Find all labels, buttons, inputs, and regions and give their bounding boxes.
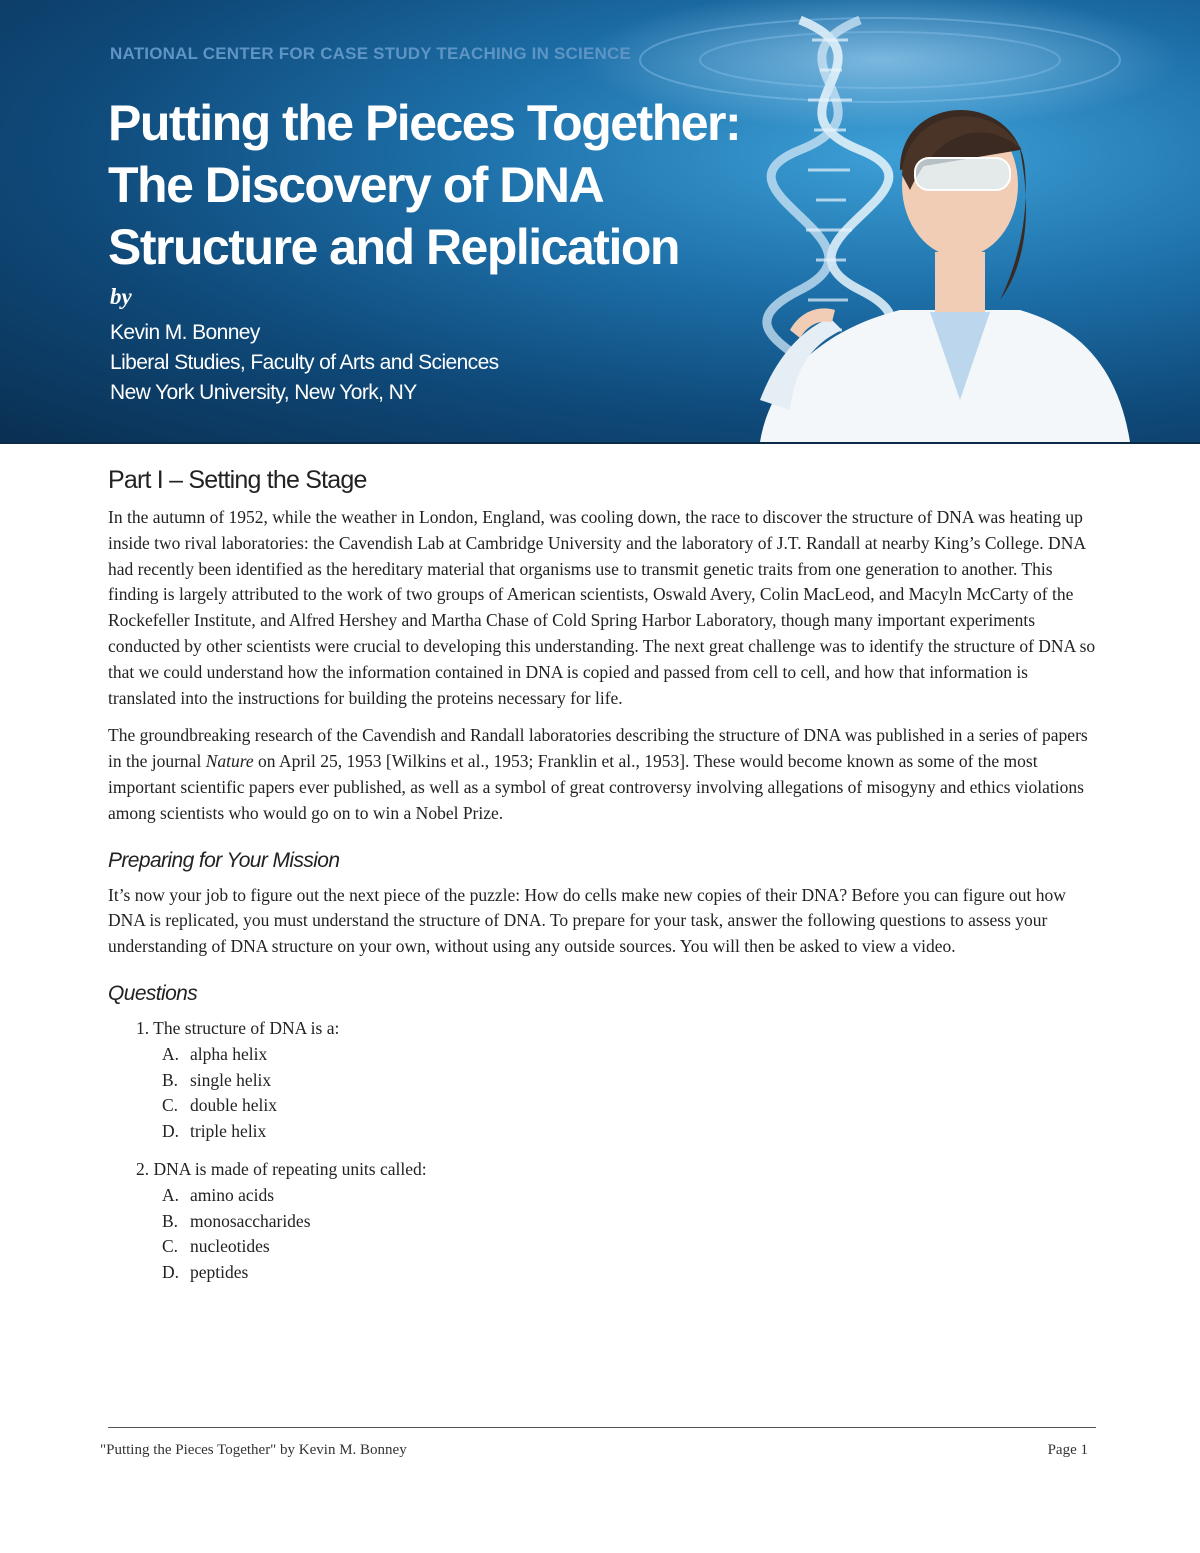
question-option bbox=[136, 1068, 1098, 1094]
journal-name: Nature bbox=[205, 751, 254, 772]
question-option bbox=[136, 1183, 1098, 1209]
question-1 bbox=[136, 1016, 1098, 1145]
page-number: Page 1 bbox=[1047, 1442, 1088, 1458]
author-block bbox=[110, 318, 499, 408]
footer-citation: "Putting the Pieces Together" by Kevin M. Bonney bbox=[100, 1442, 407, 1458]
option-text: single helix bbox=[190, 1069, 272, 1090]
paragraph-publication bbox=[108, 723, 1098, 826]
option-text: amino acids bbox=[190, 1184, 275, 1205]
paragraph-intro: In the autumn of 1952, while the weather in London, England, was cooling down, the race to discover the structure of DNA was heating up inside two rival laboratories: the Cavendish Lab at Cambridge University and the laboratory of J.T. Randall at nearby King’s College. DNA had recently been identified as the hereditary material that organisms use to transmit genetic traits from one generation to another. This finding is largely attributed to the work of two groups of American scientists, Oswald Avery, Colin MacLeod, and Macyln McCarty of the Rockefeller Institute, and Alfred Hershey and Martha Chase of Cold Spring Harbor Laboratory, though many important experiments conducted by other scientists were crucial to developing this understanding. The next great challenge was to identify the structure of DNA so that we could understand how the information contained in DNA is copied and passed from cell to cell, and how that information is translated into the instructions for building the proteins necessary for life. bbox=[108, 507, 1096, 708]
option-letter: C. bbox=[162, 1095, 179, 1116]
option-letter: A. bbox=[162, 1043, 180, 1064]
option-text: peptides bbox=[190, 1262, 249, 1283]
option-letter: D. bbox=[162, 1121, 180, 1142]
option-letter: A. bbox=[162, 1184, 180, 1205]
question-option bbox=[136, 1234, 1098, 1260]
cover-banner bbox=[0, 0, 1200, 444]
option-letter: B. bbox=[162, 1210, 179, 1231]
mission-heading: Preparing for Your Mission bbox=[108, 848, 340, 872]
option-letter: B. bbox=[162, 1069, 179, 1090]
question-option bbox=[136, 1119, 1098, 1145]
question-text: 2. DNA is made of repeating units called: bbox=[136, 1158, 427, 1179]
question-2 bbox=[136, 1157, 1098, 1286]
author-department: Liberal Studies, Faculty of Arts and Sciences bbox=[110, 351, 499, 374]
organization-name: NATIONAL CENTER FOR CASE STUDY TEACHING IN SCIENCE bbox=[110, 44, 631, 63]
paragraph-publication-end: on April 25, 1953 [Wilkins et al., 1953; Franklin et al., 1953]. These would become known as some of the most important scientific papers ever published, as well as a symbol of great controversy involving allegations of misogyny and ethics violations among scientists who would go on to win a Nobel Prize. bbox=[108, 751, 1084, 823]
questions-heading: Questions bbox=[108, 981, 198, 1005]
title-line-1: Putting the Pieces Together: bbox=[108, 95, 741, 151]
question-option bbox=[136, 1093, 1098, 1119]
footer-divider bbox=[108, 1427, 1096, 1428]
option-text: double helix bbox=[190, 1095, 277, 1116]
by-label: by bbox=[110, 284, 132, 309]
option-letter: D. bbox=[162, 1262, 180, 1283]
option-text: alpha helix bbox=[190, 1043, 268, 1064]
document-body bbox=[108, 466, 1098, 1298]
title-line-2: The Discovery of DNA bbox=[108, 157, 604, 213]
title-line-3: Structure and Replication bbox=[108, 219, 679, 275]
question-option bbox=[136, 1042, 1098, 1068]
part-heading: Part I – Setting the Stage bbox=[108, 466, 367, 494]
option-text: triple helix bbox=[190, 1121, 267, 1142]
document-title bbox=[108, 92, 828, 278]
option-text: nucleotides bbox=[190, 1236, 270, 1257]
option-text: monosaccharides bbox=[190, 1210, 311, 1231]
option-letter: C. bbox=[162, 1236, 179, 1257]
paragraph-publication-start: The groundbreaking research of the Cavendish and Randall laboratories describing the structure of DNA was published in a series of papers in the journal bbox=[108, 725, 1088, 772]
question-option bbox=[136, 1209, 1098, 1235]
paragraph-mission: It’s now your job to figure out the next piece of the puzzle: How do cells make new copies of their DNA? Before you can figure out how DNA is replicated, you must understand the structure of DNA. To prepare for your task, answer the following questions to assess your understanding of DNA structure on your own, without using any outside sources. You will then be asked to view a video. bbox=[108, 884, 1066, 957]
question-text: 1. The structure of DNA is a: bbox=[136, 1017, 340, 1038]
author-name: Kevin M. Bonney bbox=[110, 321, 260, 344]
question-option bbox=[136, 1260, 1098, 1286]
author-institution: New York University, New York, NY bbox=[110, 381, 417, 404]
